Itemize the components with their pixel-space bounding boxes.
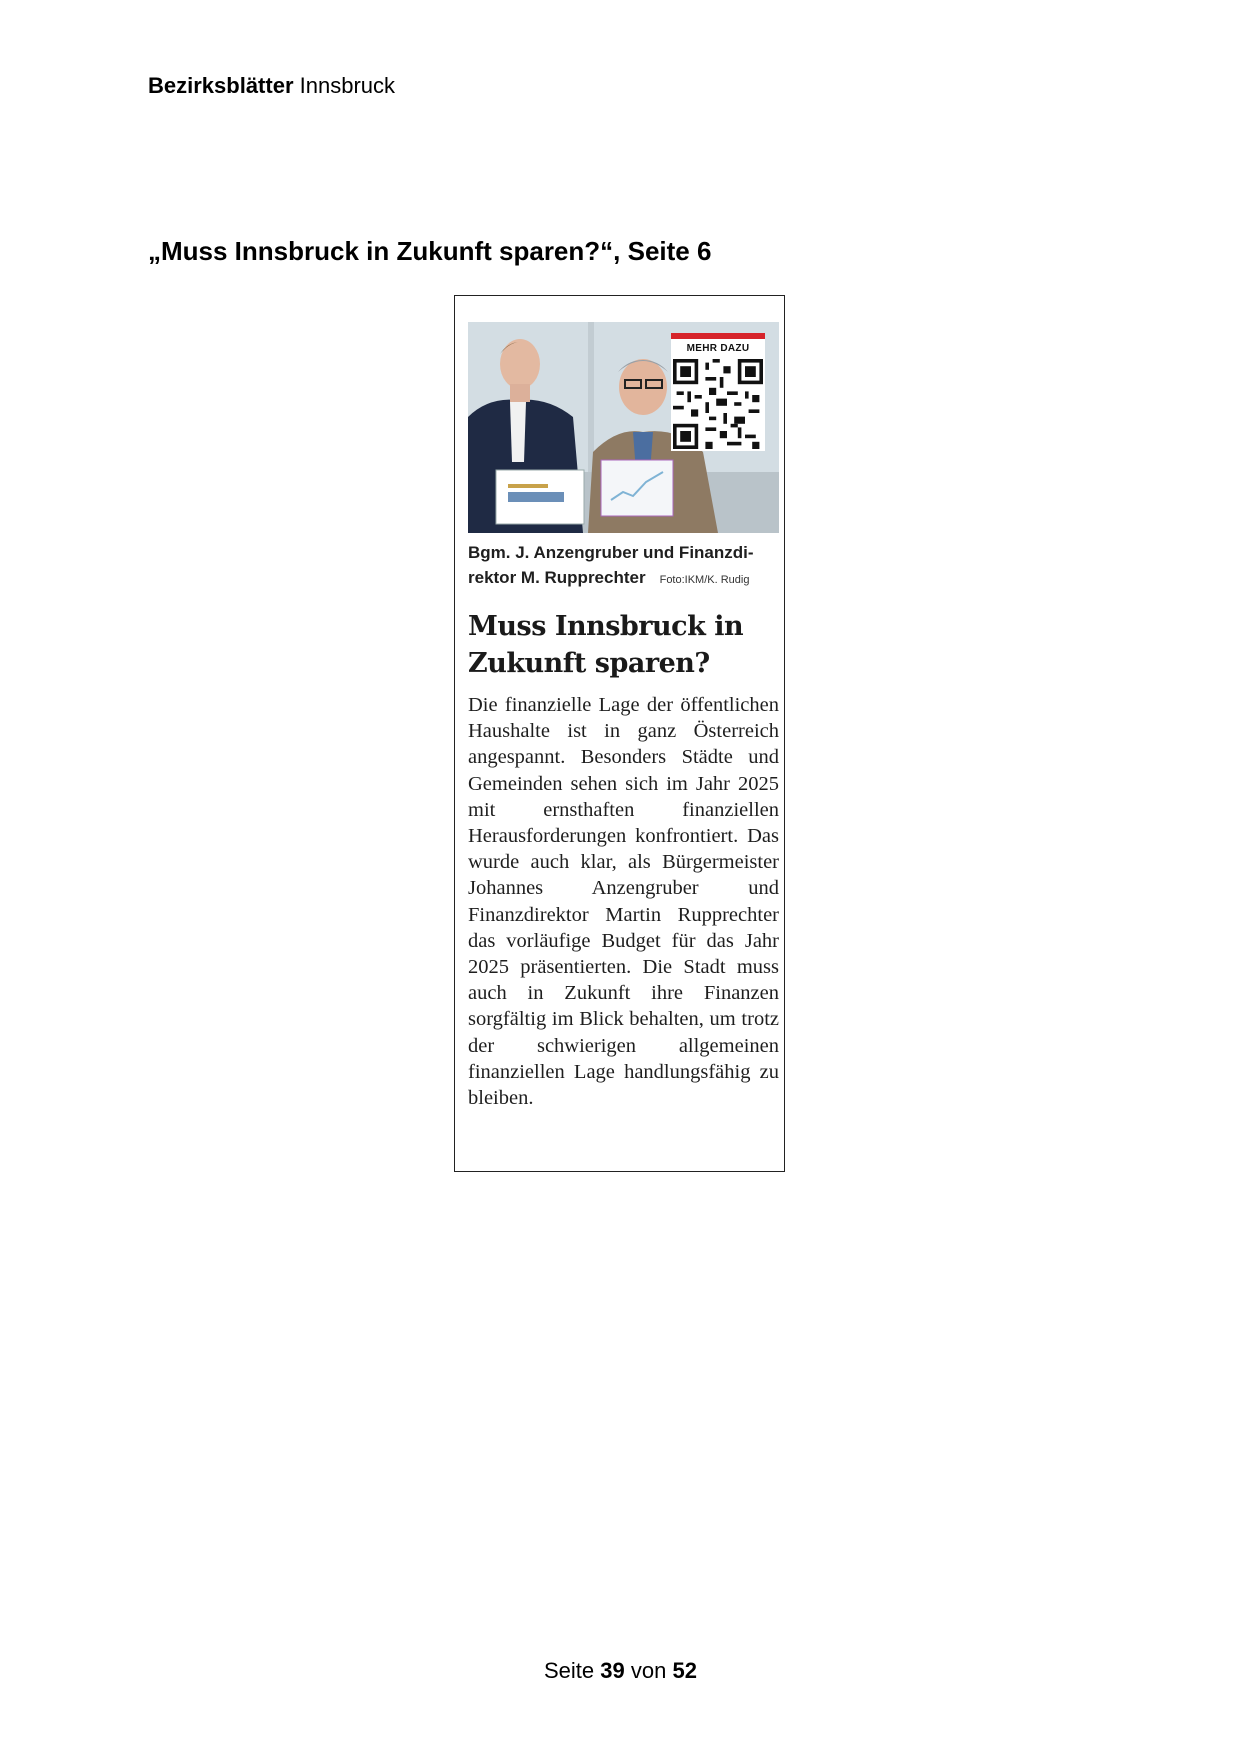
clipping-body-text: Die finanzielle Lage der öffentlichen Haushalte ist in ganz Österreich angespannt. Besonders Städte und Gemeinden sehen sich im Jahr 2025 mit ernsthaften finanziellen Herausforderungen konfrontiert. Das wurde auch klar, als Bürgermeister Johannes Anzengruber und Finanzdirektor Martin Rupprechter das vorläufige Budget für das Jahr 2025 präsentierten. Die Stadt muss auch in Zukunft ihre Finanzen sorgfältig im Blick behalten, um trotz der schwierigen allgemeinen finanziellen Lage handlungsfähig zu bleiben. [468,694,779,1110]
article-photo [468,322,779,533]
publication-name: Bezirksblätter [148,73,294,98]
page-footer [0,1658,1241,1684]
footer-middle: von [630,1658,667,1683]
footer-page-number: 39 [600,1658,625,1683]
qr-label: MEHR DAZU [686,343,750,354]
page-header [148,73,395,99]
qr-code-box[interactable] [671,333,765,451]
photo-caption [468,540,779,593]
newspaper-clipping [454,295,785,1172]
caption-text: Bgm. J. Anzengruber und Finanzdi-rektor M. Rupprechter [468,543,754,587]
clipping-headline: Muss Innsbruck in Zukunft sparen? [468,611,744,679]
publication-region: Innsbruck [299,73,396,98]
article-reference: „Muss Innsbruck in Zukunft sparen?“, Seite 6 [148,236,712,266]
qr-code-icon [673,359,763,449]
qr-accent-bar [671,333,765,339]
footer-total-pages: 52 [672,1658,697,1683]
photo-credit: Foto:IKM/K. Rudig [659,574,750,586]
footer-prefix: Seite [544,1658,595,1683]
